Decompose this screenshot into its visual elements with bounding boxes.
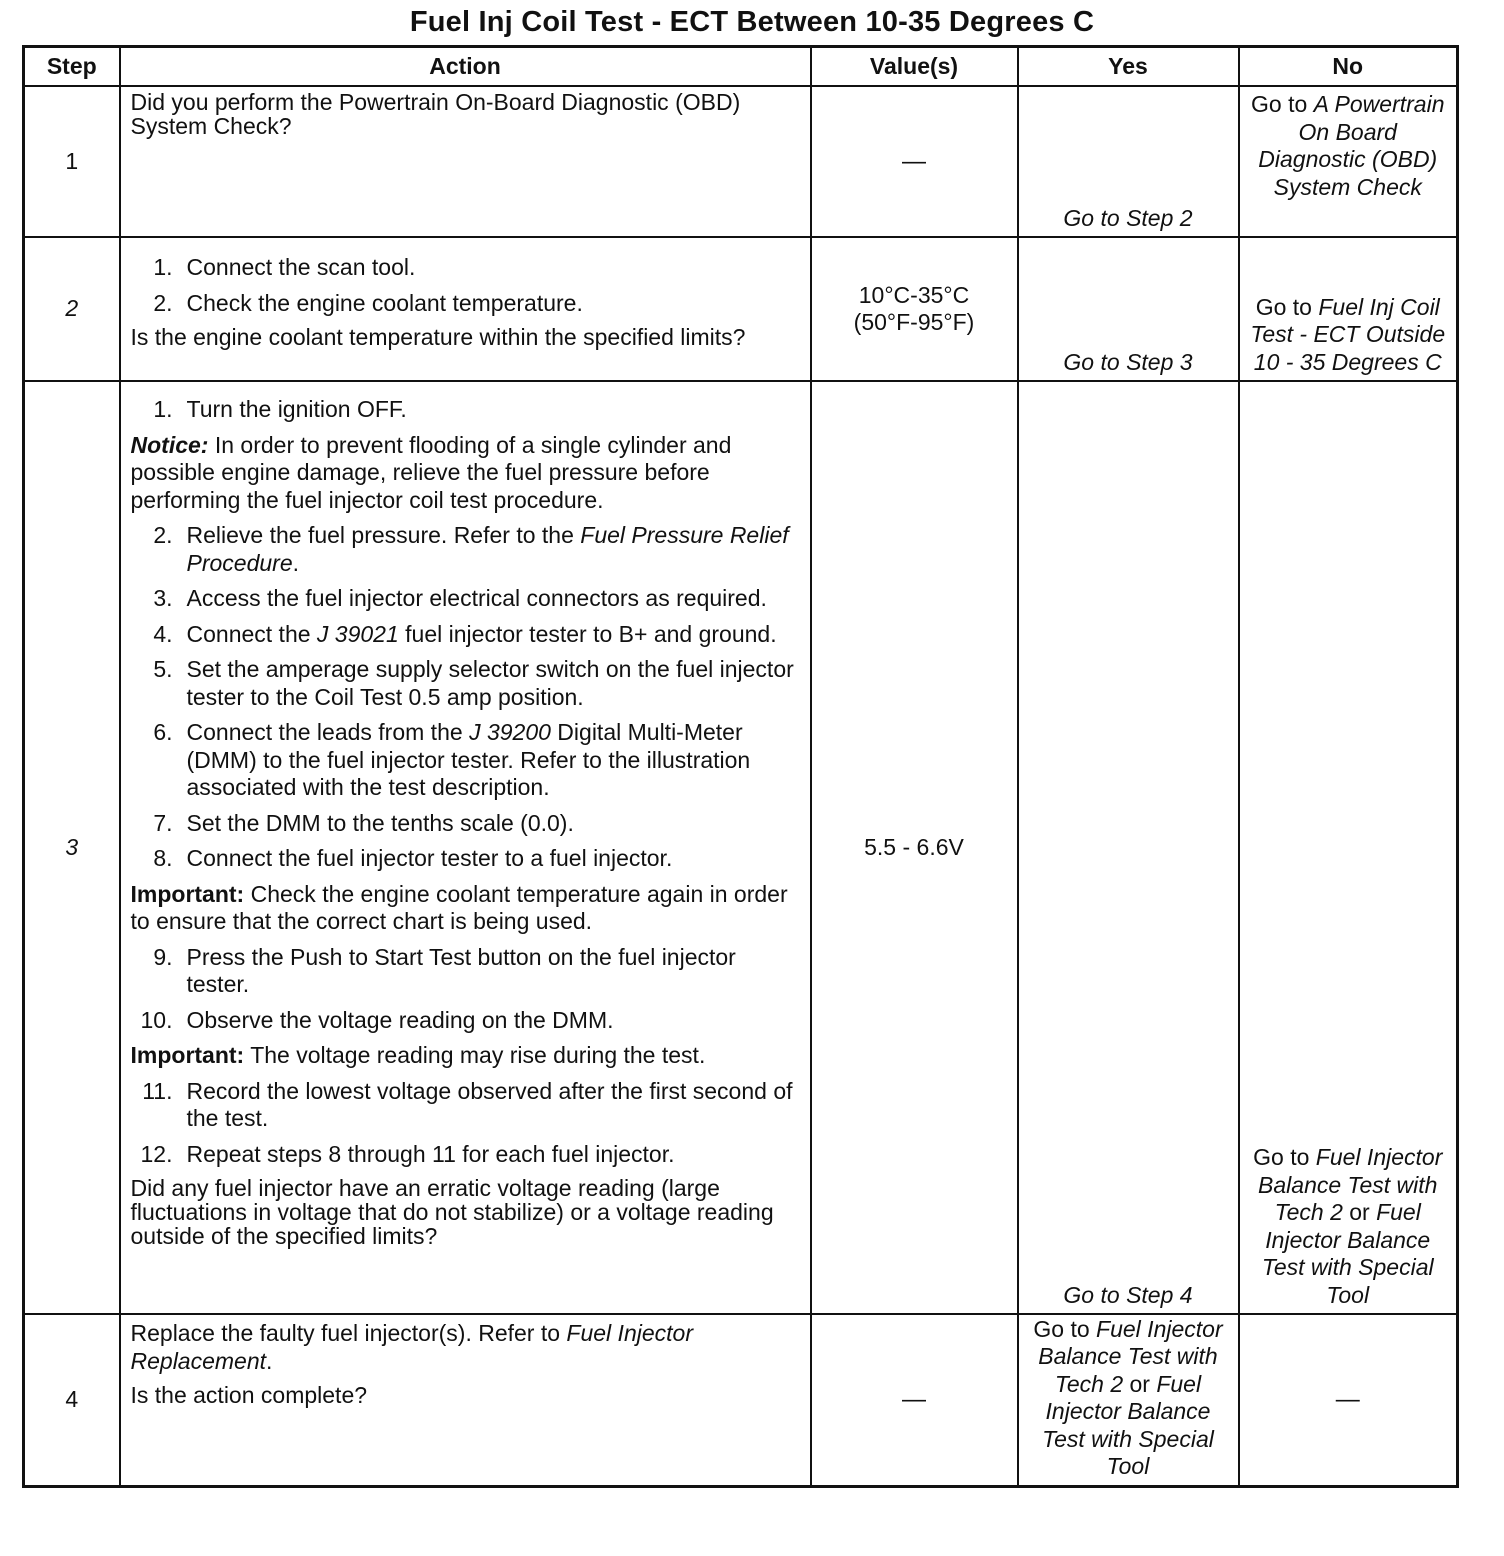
item-number: 12. [140, 1140, 173, 1167]
value-line-2: (50°F-95°F) [853, 309, 975, 335]
no-link-2[interactable]: Fuel Injector Balance Test with Special Tool [1261, 1199, 1434, 1308]
item-text: Relieve the fuel pressure. Refer to the [186, 522, 581, 548]
action-text-after: . [266, 1347, 273, 1374]
list-item [131, 621, 804, 649]
yes-cell[interactable] [1018, 237, 1239, 381]
value-text: — [902, 147, 926, 175]
item-number: 3. [153, 585, 173, 611]
item-text: Connect the scan tool. [186, 254, 416, 280]
yes-or: or [1129, 1370, 1150, 1397]
important-label: Important: [130, 1042, 245, 1068]
page-title: Fuel Inj Coil Test - ECT Between 10-35 Degrees C [409, 6, 1095, 38]
important-text: The voltage reading may rise during the test. [244, 1042, 706, 1068]
list-item [131, 254, 804, 282]
no-prefix: Go to [1251, 91, 1308, 117]
step-number: 3 [24, 381, 120, 1314]
header-values: Value(s) [811, 47, 1018, 87]
action-question: Did you perform the Powertrain On-Board Diagnostic (OBD) System Check? [130, 89, 741, 139]
header-action: Action [120, 47, 811, 87]
action-link[interactable]: Fuel Injector Replacement [130, 1320, 693, 1374]
item-text: Connect the leads from the [186, 719, 470, 745]
value-line-1: 10°C-35°C [858, 281, 970, 308]
action-text-main: Replace the faulty fuel injector(s). Refer to [130, 1320, 567, 1346]
item-number: 10. [140, 1006, 173, 1033]
action-cell [120, 1314, 811, 1486]
item-number: 7. [153, 809, 173, 836]
table-row-step-1 [24, 86, 1458, 237]
item-number: 2. [153, 289, 173, 316]
list-item [131, 1141, 804, 1169]
list-item [131, 719, 804, 802]
yes-prefix: Go to [1033, 1315, 1090, 1342]
important-text: Check the engine coolant temperature again in order to ensure that the correct chart is being used. [130, 880, 788, 934]
item-number: 9. [153, 943, 173, 970]
step-number: 4 [24, 1314, 120, 1486]
notice-paragraph [131, 432, 804, 515]
header-step: Step [24, 47, 120, 87]
yes-link[interactable]: Go to Step 4 [1063, 1281, 1193, 1308]
action-cell [120, 381, 811, 1314]
list-item [131, 810, 804, 838]
table-row-step-3 [24, 381, 1458, 1314]
yes-link[interactable]: Go to Step 2 [1063, 204, 1193, 231]
action-question: Did any fuel injector have an erratic voltage reading (large fluctuations in voltage that do not stabilize) or a voltage reading outside of the specified limits? [130, 1175, 774, 1249]
item-text: Turn the ignition OFF. [186, 396, 407, 422]
item-number: 1. [153, 396, 173, 422]
item-number: 8. [153, 845, 173, 871]
item-text-after: fuel injector tester to B+ and ground. [398, 620, 777, 647]
item-text: Check the engine coolant temperature. [186, 289, 583, 316]
important-paragraph [131, 1042, 804, 1070]
no-prefix: Go to [1253, 1144, 1310, 1170]
yes-link-2[interactable]: Fuel Injector Balance Test with Special Tool [1042, 1370, 1214, 1479]
action-question: Is the action complete? [130, 1382, 368, 1408]
important-paragraph [131, 881, 804, 936]
list-item [131, 290, 804, 318]
item-text: Set the DMM to the tenths scale (0.0). [186, 809, 574, 836]
tool-number: J 39021 [316, 620, 399, 647]
no-link[interactable]: Fuel Injector Balance Test with Tech 2 [1258, 1144, 1443, 1225]
action-text [131, 1320, 804, 1375]
list-item [131, 1007, 804, 1035]
no-cell[interactable] [1239, 381, 1458, 1314]
no-prefix: Go to [1255, 293, 1312, 320]
header-row [24, 47, 1458, 87]
important-label: Important: [130, 880, 245, 907]
no-link[interactable]: A Powertrain On Board Diagnostic (OBD) System Check [1258, 91, 1445, 200]
item-text: Connect the fuel injector tester to a fuel injector. [186, 845, 673, 871]
value-text: 5.5 - 6.6V [864, 833, 964, 860]
notice-label: Notice: [130, 431, 209, 458]
header-no: No [1239, 47, 1458, 87]
item-text: Record the lowest voltage observed after the first second of the test. [186, 1077, 793, 1131]
list-item [131, 522, 804, 577]
yes-cell[interactable] [1018, 381, 1239, 1314]
action-cell [120, 86, 811, 237]
value-cell [811, 381, 1018, 1314]
diagnostic-table [22, 45, 1459, 1488]
item-number: 2. [153, 522, 173, 548]
item-text: Set the amperage supply selector switch on the fuel injector tester to the Coil Test 0.5 amp position. [186, 656, 794, 710]
no-or: or [1349, 1199, 1370, 1225]
value-cell [811, 1314, 1018, 1486]
action-cell [120, 237, 811, 381]
no-link-2[interactable]: 10 - 35 Degrees C [1253, 348, 1442, 375]
action-question: Is the engine coolant temperature within the specified limits? [130, 324, 746, 350]
item-text: Repeat steps 8 through 11 for each fuel injector. [186, 1140, 675, 1167]
list-item [131, 656, 804, 711]
value-cell [811, 86, 1018, 237]
no-link[interactable]: Fuel Inj Coil Test - ECT Outside [1250, 293, 1446, 347]
list-item [131, 396, 804, 424]
list-item [131, 845, 804, 873]
yes-cell[interactable] [1018, 1314, 1239, 1486]
item-text-after: Digital Multi-Meter (DMM) to the fuel injector tester. Refer to the illustration associated with the test description. [186, 719, 751, 800]
list-item [131, 585, 804, 613]
table-row-step-2 [24, 237, 1458, 381]
no-text: — [1335, 1386, 1360, 1413]
no-cell[interactable] [1239, 86, 1458, 237]
yes-cell[interactable] [1018, 86, 1239, 237]
item-text: Observe the voltage reading on the DMM. [186, 1006, 614, 1033]
tool-number: J 39200 [469, 719, 551, 745]
no-cell [1239, 1314, 1458, 1486]
list-item [131, 1078, 804, 1133]
value-text: — [902, 1386, 926, 1413]
item-text: Connect the [186, 620, 317, 647]
item-text-after: . [292, 549, 300, 576]
yes-link[interactable]: Go to Step 3 [1063, 348, 1193, 375]
notice-text: In order to prevent flooding of a single cylinder and possible engine damage, relieve the fuel pressure before performing the fuel injector coil test procedure. [130, 431, 732, 513]
item-number: 1. [153, 254, 173, 280]
item-text: Access the fuel injector electrical connectors as required. [186, 585, 767, 611]
value-cell [811, 237, 1018, 381]
yes-link[interactable]: Fuel Injector Balance Test with Tech 2 [1038, 1315, 1223, 1397]
item-text: Press the Push to Start Test button on the fuel injector tester. [186, 943, 736, 997]
step-number: 1 [24, 86, 120, 237]
item-number: 11. [142, 1077, 173, 1104]
header-yes: Yes [1018, 47, 1239, 87]
item-number: 5. [153, 656, 173, 682]
list-item [131, 944, 804, 999]
table-row-step-4 [24, 1314, 1458, 1486]
item-number: 6. [153, 719, 173, 745]
item-link[interactable]: Fuel Pressure Relief Procedure [186, 522, 789, 576]
item-number: 4. [153, 620, 173, 647]
step-number: 2 [24, 237, 120, 381]
no-cell[interactable] [1239, 237, 1458, 381]
